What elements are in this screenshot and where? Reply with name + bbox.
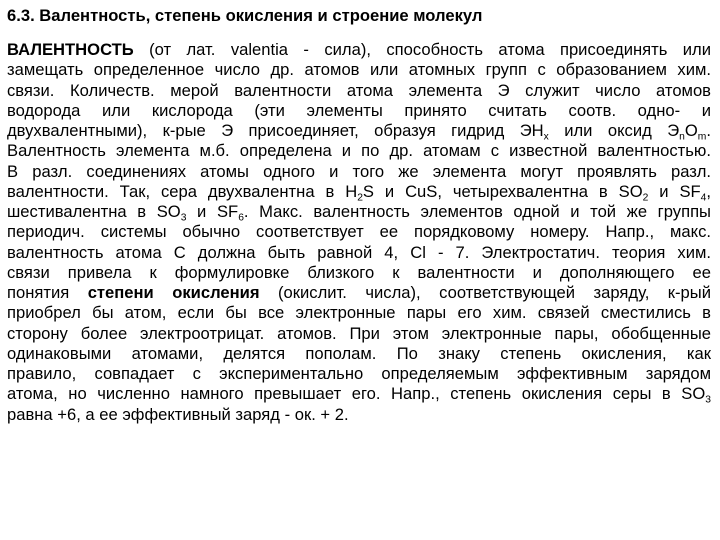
- text-line: [7, 81, 711, 101]
- text-run: .: [706, 121, 711, 140]
- text-line: [7, 364, 711, 384]
- text-run: (окислит. числа), соответствующей заряду, к-рый: [259, 283, 711, 302]
- term-valence: ВАЛЕНТНОСТЬ: [7, 40, 134, 59]
- text-run: связи. Количеств. мерой валентности атома элемента Э служит число атомов: [7, 80, 711, 100]
- text-line: [7, 243, 711, 263]
- paragraph-valence: [7, 40, 711, 425]
- text-run: (от лат. valentia - сила), способность атома присоединять или: [133, 40, 711, 59]
- text-line: [7, 121, 711, 141]
- text-run: приобрел бы атом, если бы все электронные пары его хим. связей сместились в: [7, 303, 711, 323]
- text-run: валентности. Так, сера двухвалентна в H: [7, 181, 358, 201]
- subscript: x: [543, 131, 549, 143]
- text-run: и SF: [648, 181, 701, 201]
- text-run: S и CuS, четырехвалентна в SO: [362, 181, 643, 201]
- text-line: [7, 202, 711, 222]
- text-run: . Макс. валентность элементов одной и той же группы: [243, 202, 711, 221]
- text-run: валентность атома С должна быть равной 4, Cl - 7. Электростатич. теория хим.: [7, 242, 711, 262]
- text-run: атома, но численно намного превышает его. Напр., степень окисления серы в SO: [7, 384, 706, 404]
- text-run: сторону более электроотрицат. атомов. При этом электронные пары, обобщенные: [7, 323, 711, 343]
- text-run: Валентность элемента м.б. определена и по др. атомам с известной валентностью.: [7, 141, 711, 161]
- text-line: [7, 405, 711, 425]
- text-line: [7, 101, 711, 121]
- text-run: О: [684, 121, 698, 140]
- text-run: одинаковыми атомами, делятся пополам. По знаку степень окисления, как: [7, 343, 711, 363]
- subscript: 4: [700, 192, 707, 204]
- subscript: 3: [180, 212, 187, 224]
- term-oxidation-state: степени окисления: [87, 283, 260, 302]
- text-line: [7, 222, 711, 242]
- text-line: [7, 162, 711, 182]
- text-line: [7, 182, 711, 202]
- text-line: [7, 344, 711, 364]
- text-run: В разл. соединениях атомы одного и того же элемента могут проявлять разл.: [7, 161, 711, 181]
- text-run: и SF: [186, 202, 239, 221]
- text-run: двухвалентными), к-рые Э присоединяет, образуя гидрид ЭН: [7, 121, 544, 140]
- text-run: водорода или кислорода (эти элементы принято считать соотв. одно- и: [7, 100, 711, 120]
- text-line: [7, 60, 711, 80]
- text-line: [7, 141, 711, 161]
- text-line: [7, 303, 711, 323]
- text-run: понятия: [7, 283, 88, 302]
- subscript: 6: [238, 212, 244, 224]
- text-line: [7, 263, 711, 283]
- text-line: [7, 324, 711, 344]
- subscript: n: [679, 131, 685, 143]
- subscript: 2: [642, 192, 649, 204]
- subscript: m: [697, 131, 707, 143]
- subscript: 2: [357, 192, 363, 204]
- section-heading: 6.3. Валентность, степень окисления и строение молекул: [7, 6, 483, 25]
- text-run: или оксид Э: [548, 121, 680, 140]
- text-line: [7, 40, 711, 60]
- text-line: [7, 283, 711, 303]
- text-line: [7, 384, 711, 404]
- text-run: равна +6, а ее эффективный заряд - ок. + 2.: [7, 404, 349, 424]
- text-run: правило, совпадает с экспериментально определяемым эффективным зарядом: [7, 364, 711, 383]
- text-run: ,: [706, 181, 711, 201]
- subscript: 3: [705, 394, 711, 406]
- text-run: шестивалентна в SO: [7, 202, 181, 221]
- text-run: замещать определенное число др. атомов или атомных групп с образованием хим.: [7, 60, 711, 80]
- text-run: связи привела к формулировке близкого к валентности и дополняющего ее: [7, 262, 711, 282]
- text-run: периодич. системы обычно соответствует ее порядковому номеру. Напр., макс.: [7, 222, 711, 242]
